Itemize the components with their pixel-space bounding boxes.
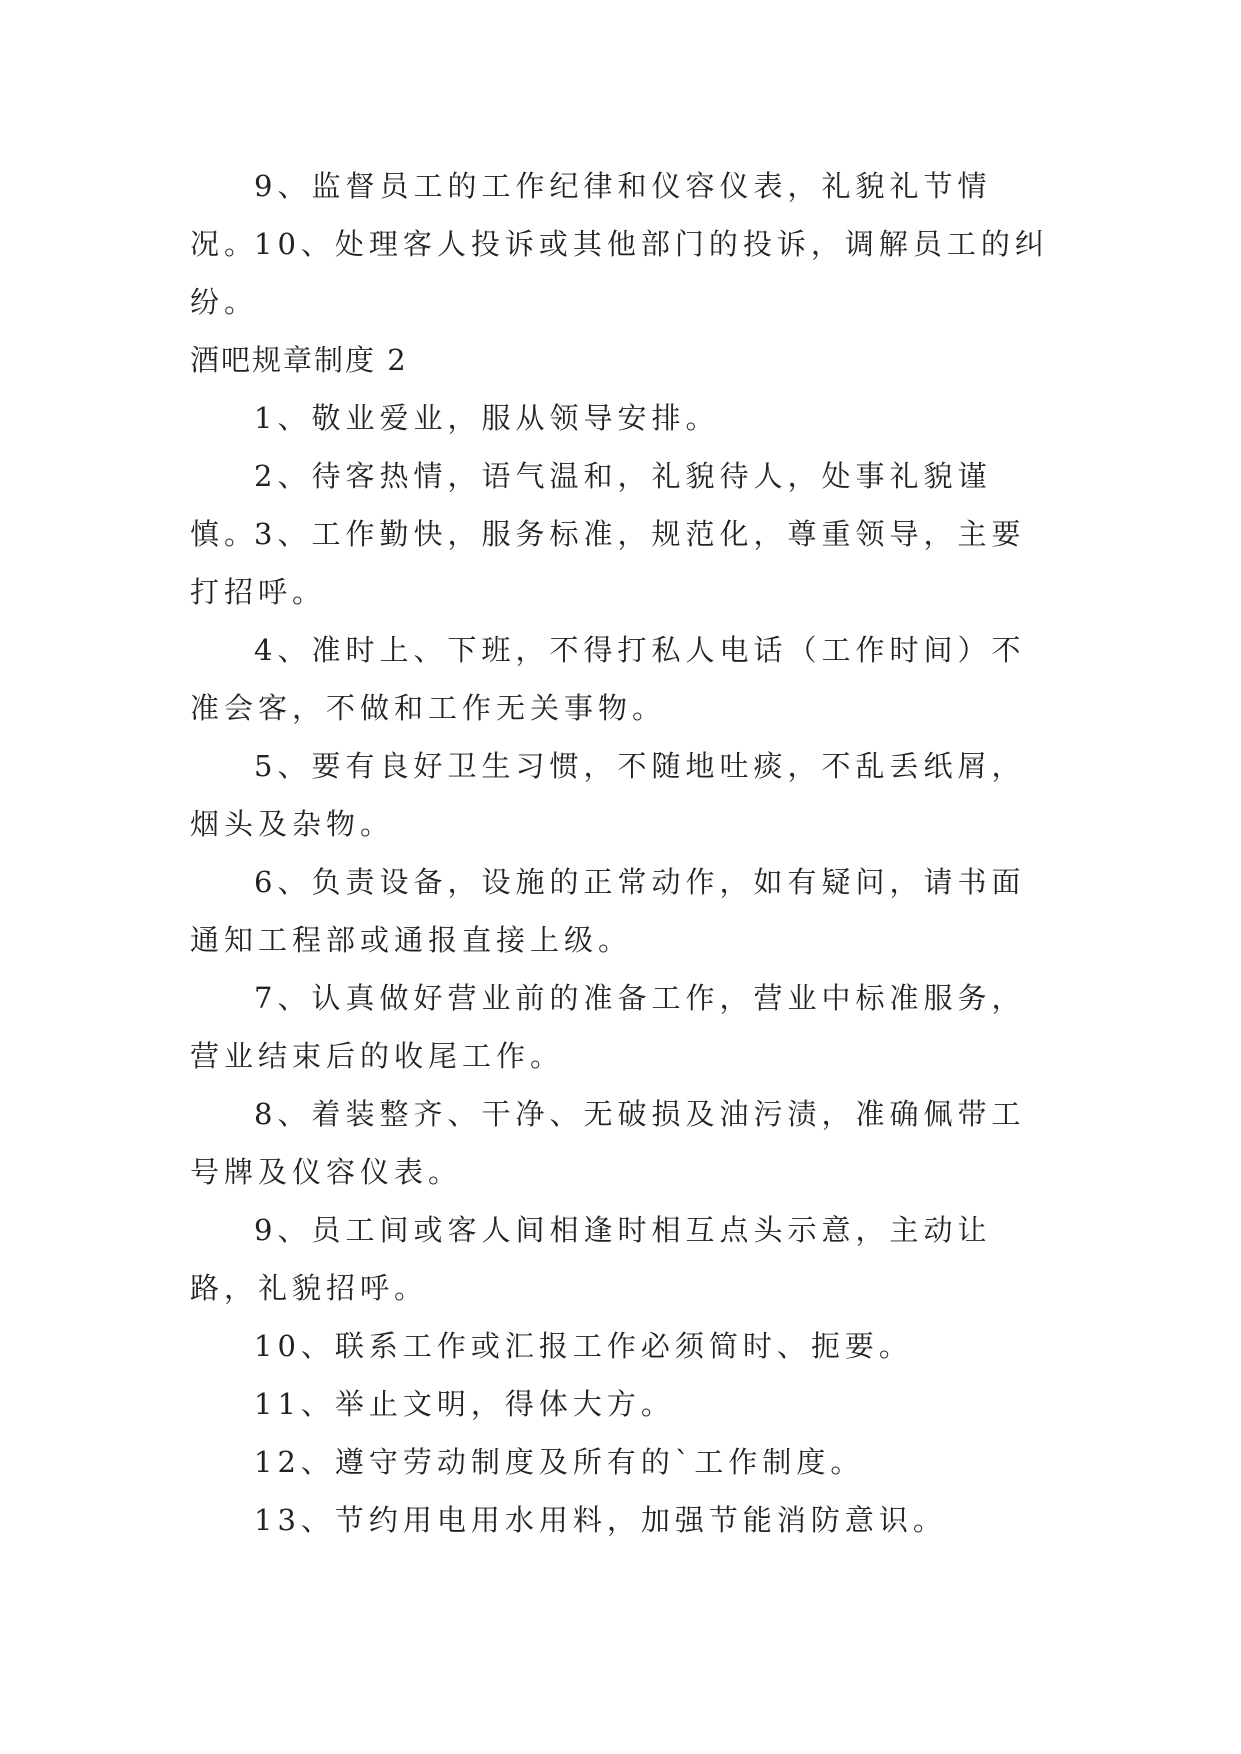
rule-item-5: 5、要有良好卫生习惯，不随地吐痰，不乱丢纸屑，烟头及杂物。 (190, 749, 1026, 841)
rule-item-13: 13、节约用电用水用料，加强节能消防意识。 (254, 1503, 947, 1537)
paragraph-item-10: 10、处理客人投诉或其他部门的投诉，调解员工的纠纷。 (190, 227, 1049, 319)
rule-item-4: 4、准时上、下班，不得打私人电话（工作时间）不准会客，不做和工作无关事物。 (190, 633, 1026, 725)
rule-item-2: 2、待客热情，语气温和，礼貌待人，处事礼貌谨慎。 (190, 459, 992, 551)
rule-item-1: 1、敬业爱业，服从领导安排。 (254, 401, 720, 435)
rule-item-8: 8、着装整齐、干净、无破损及油污渍，准确佩带工号牌及仪容仪表。 (190, 1097, 1026, 1189)
rule-item-7: 7、认真做好营业前的准备工作，营业中标准服务，营业结束后的收尾工作。 (190, 981, 1026, 1073)
rule-item-6: 6、负责设备，设施的正常动作，如有疑问，请书面通知工程部或通报直接上级。 (190, 865, 1026, 957)
rule-item-9: 9、员工间或客人间相逢时相互点头示意，主动让路，礼貌招呼。 (190, 1213, 992, 1305)
rule-item-10: 10、联系工作或汇报工作必须简时、扼要。 (254, 1329, 913, 1363)
paragraph-item-9: 9、监督员工的工作纪律和仪容仪表，礼貌礼节情况。 (190, 169, 992, 261)
rule-item-11: 11、举止文明，得体大方。 (254, 1387, 675, 1421)
section-title: 酒吧规章制度 2 (190, 343, 408, 377)
rule-item-3: 3、工作勤快，服务标准，规范化，尊重领导，主要打招呼。 (190, 517, 1026, 609)
rule-item-12: 12、遵守劳动制度及所有的`工作制度。 (254, 1445, 865, 1479)
